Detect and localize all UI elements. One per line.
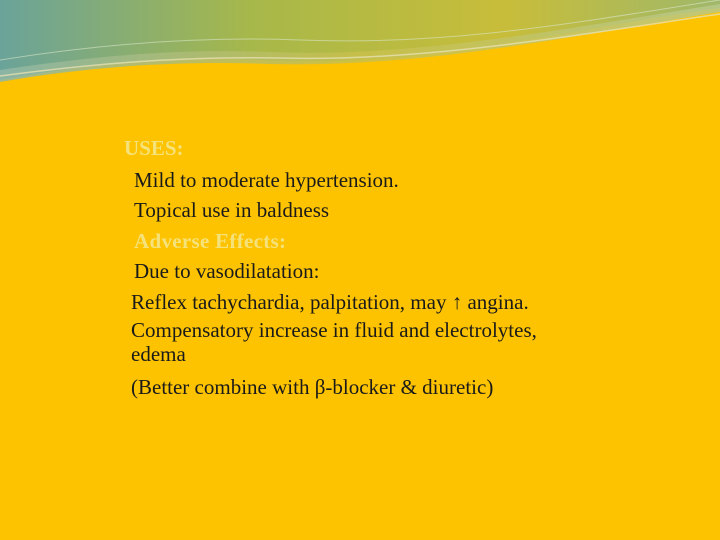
bullet-text: Mild to moderate hypertension. bbox=[134, 168, 399, 192]
bullet-text: Topical use in baldness bbox=[134, 198, 330, 222]
bullet-text: Due to vasodilatation: bbox=[134, 259, 320, 283]
sub-line: Reflex tachychardia, palpitation, may ↑ angina. bbox=[131, 290, 529, 314]
sub-line: (Better combine with β-blocker & diuretic) bbox=[131, 375, 494, 399]
sub-line: edema bbox=[131, 342, 186, 366]
slide-heading: USES: bbox=[124, 136, 184, 160]
sub-line: Compensatory increase in fluid and electrolytes, bbox=[131, 318, 537, 342]
bullet-text: Adverse Effects: bbox=[134, 229, 287, 253]
